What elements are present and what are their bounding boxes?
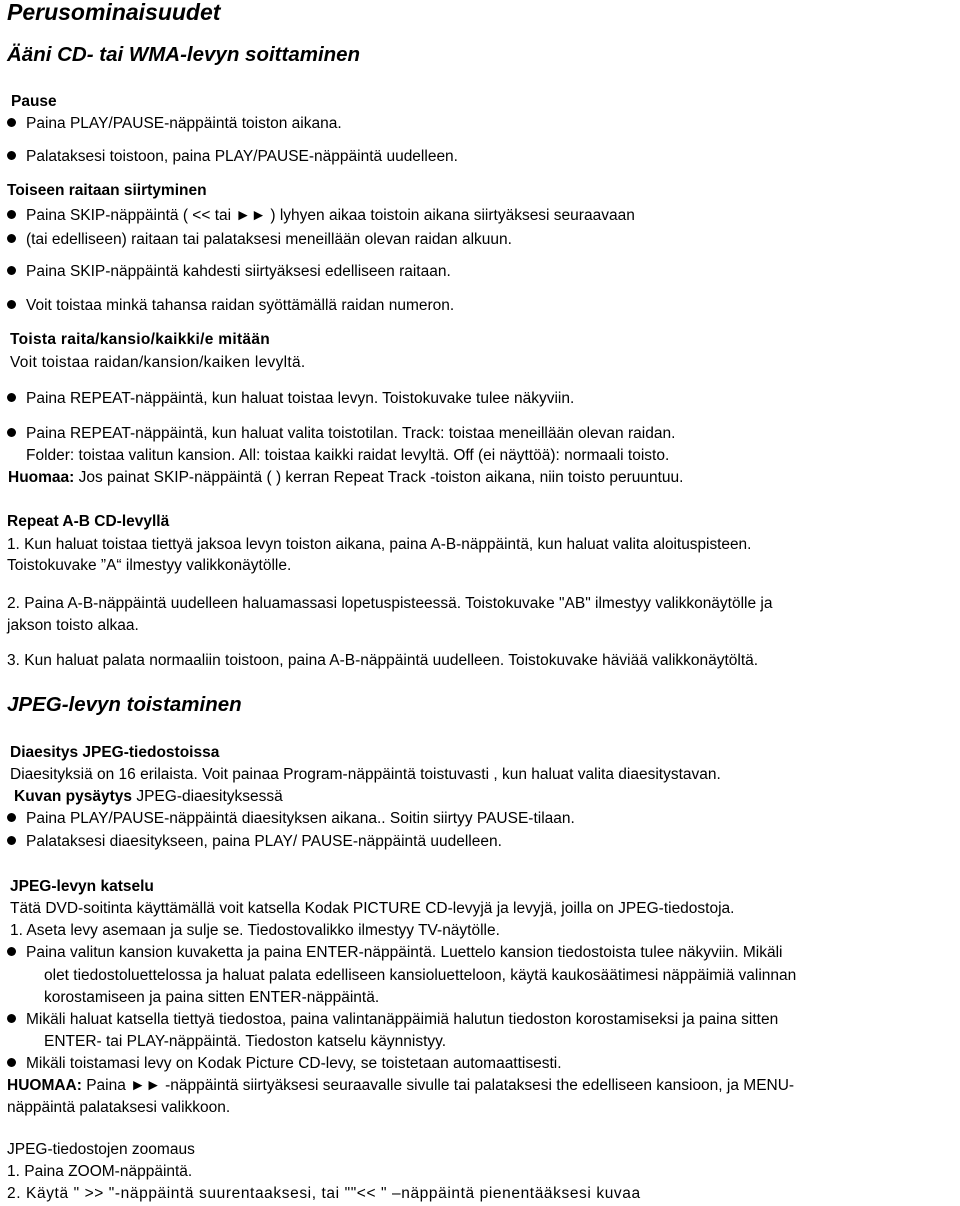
list-item: (tai edelliseen) raitaan tai palataksesi meneillään olevan raidan alkuun.: [7, 230, 512, 249]
slideshow-heading: Diaesitys JPEG-tiedostoissa: [10, 744, 220, 761]
list-item: Paina SKIP-näppäintä kahdesti siirtyäksesi edelliseen raitaan.: [7, 262, 451, 281]
repeat-continuation: Folder: toistaa valitun kansion. All: toistaa kaikki raidat levyltä. Off (ei näyttöä): normaali toisto.: [26, 447, 670, 464]
list-item-continuation: korostamiseen ja paina sitten ENTER-näppäintä.: [44, 989, 380, 1006]
list-item-continuation: olet tiedostoluettelossa ja haluat palata edelliseen kansioluetteloon, käytä kaukosäätimesi näppäimiä valinnan: [44, 967, 797, 984]
bullet-icon: [7, 947, 16, 956]
list-item: Paina SKIP-näppäintä ( << tai ►► ) lyhyen aikaa toistoin aikana siirtyäksesi seuraavaan: [7, 206, 635, 225]
list-item: Mikäli haluat katsella tiettyä tiedostoa, paina valintanäppäimiä halutun tiedoston korostamiseksi ja paina sitten: [7, 1010, 778, 1029]
list-item: Mikäli toistamasi levy on Kodak Picture CD-levy, se toistetaan automaattisesti.: [7, 1054, 562, 1073]
ab-paragraph-2b: jakson toisto alkaa.: [7, 617, 139, 634]
skip-heading: Toiseen raitaan siirtyminen: [7, 182, 207, 199]
bullet-icon: [7, 393, 16, 402]
list-item: Paina REPEAT-näppäintä, kun haluat valita toistotilan. Track: toistaa meneillään olevan raidan.: [7, 424, 675, 443]
slideshow-intro: Diaesityksiä on 16 erilaista. Voit painaa Program-näppäintä toistuvasti , kun haluat valita diaesitystavan.: [10, 766, 721, 783]
list-item-continuation: ENTER- tai PLAY-näppäintä. Tiedoston katselu käynnistyy.: [44, 1033, 447, 1050]
page-title: Perusominaisuudet: [7, 0, 221, 25]
bullet-icon: [7, 836, 16, 845]
zoom-heading: JPEG-tiedostojen zoomaus: [7, 1141, 195, 1158]
list-item: Paina REPEAT-näppäintä, kun haluat toistaa levyn. Toistokuvake tulee näkyviin.: [7, 389, 574, 408]
repeat-note: Huomaa: Jos painat SKIP-näppäintä ( ) kerran Repeat Track -toiston aikana, niin toisto peruuntuu.: [8, 469, 684, 486]
ab-paragraph-1a: 1. Kun haluat toistaa tiettyä jaksoa levyn toiston aikana, paina A-B-näppäintä, kun haluat valita aloituspisteen.: [7, 536, 752, 553]
bullet-icon: [7, 300, 16, 309]
pause-heading: Pause: [11, 93, 57, 110]
ab-paragraph-1b: Toistokuvake ”A“ ilmestyy valikkonäytölle.: [7, 557, 292, 574]
list-item: Paina PLAY/PAUSE-näppäintä diaesityksen aikana.. Soitin siirtyy PAUSE-tilaan.: [7, 809, 575, 828]
ab-paragraph-3: 3. Kun haluat palata normaaliin toistoon, paina A-B-näppäintä uudelleen. Toistokuvake häviää valikkonäytöltä.: [7, 652, 759, 669]
bullet-icon: [7, 428, 16, 437]
bullet-icon: [7, 118, 16, 127]
repeat-heading: Toista raita/kansio/kaikki/e mitään: [10, 331, 271, 348]
viewing-note-continuation: näppäintä palataksesi valikkoon.: [7, 1099, 231, 1116]
bullet-icon: [7, 266, 16, 275]
viewing-heading: JPEG-levyn katselu: [10, 878, 154, 895]
viewing-note: HUOMAA: Paina ►► -näppäintä siirtyäksesi seuraavalle sivulle tai palataksesi the edelliseen kansioon, ja MENU-: [7, 1077, 795, 1094]
zoom-step-1: 1. Paina ZOOM-näppäintä.: [7, 1163, 193, 1180]
jpeg-section-heading: JPEG-levyn toistaminen: [7, 693, 242, 716]
bullet-icon: [7, 210, 16, 219]
list-item: Palataksesi toistoon, paina PLAY/PAUSE-näppäintä uudelleen.: [7, 147, 458, 166]
bullet-icon: [7, 1058, 16, 1067]
zoom-step-2: 2. Käytä " >> "-näppäintä suurentaaksesi, tai ""<< " –näppäintä pienentääksesi kuvaa: [7, 1185, 641, 1202]
ab-paragraph-2a: 2. Paina A-B-näppäintä uudelleen haluamassasi lopetuspisteessä. Toistokuvake "AB" ilmestyy valikkonäytölle ja: [7, 595, 773, 612]
bullet-icon: [7, 813, 16, 822]
viewing-intro: Tätä DVD-soitinta käyttämällä voit katsella Kodak PICTURE CD-levyjä ja levyjä, joilla on JPEG-tiedostoja.: [10, 900, 735, 917]
list-item: Paina valitun kansion kuvaketta ja paina ENTER-näppäintä. Luettelo kansion tiedostoista tulee näkyviin. Mikäli: [7, 943, 783, 962]
bullet-icon: [7, 1014, 16, 1023]
bullet-icon: [7, 234, 16, 243]
viewing-step-1: 1. Aseta levy asemaan ja sulje se. Tiedostovalikko ilmestyy TV-näytölle.: [10, 922, 500, 939]
cd-section-heading: Ääni CD- tai WMA-levyn soittaminen: [7, 43, 361, 66]
slideshow-pause-line: Kuvan pysäytys JPEG-diaesityksessä: [14, 788, 283, 805]
repeat-intro: Voit toistaa raidan/kansion/kaiken levyltä.: [10, 354, 306, 371]
list-item: Palataksesi diaesitykseen, paina PLAY/ PAUSE-näppäintä uudelleen.: [7, 832, 502, 851]
list-item: Voit toistaa minkä tahansa raidan syöttämällä raidan numeron.: [7, 296, 454, 315]
list-item: Paina PLAY/PAUSE-näppäintä toiston aikana.: [7, 114, 342, 133]
ab-heading: Repeat A-B CD-levyllä: [7, 513, 170, 530]
bullet-icon: [7, 151, 16, 160]
